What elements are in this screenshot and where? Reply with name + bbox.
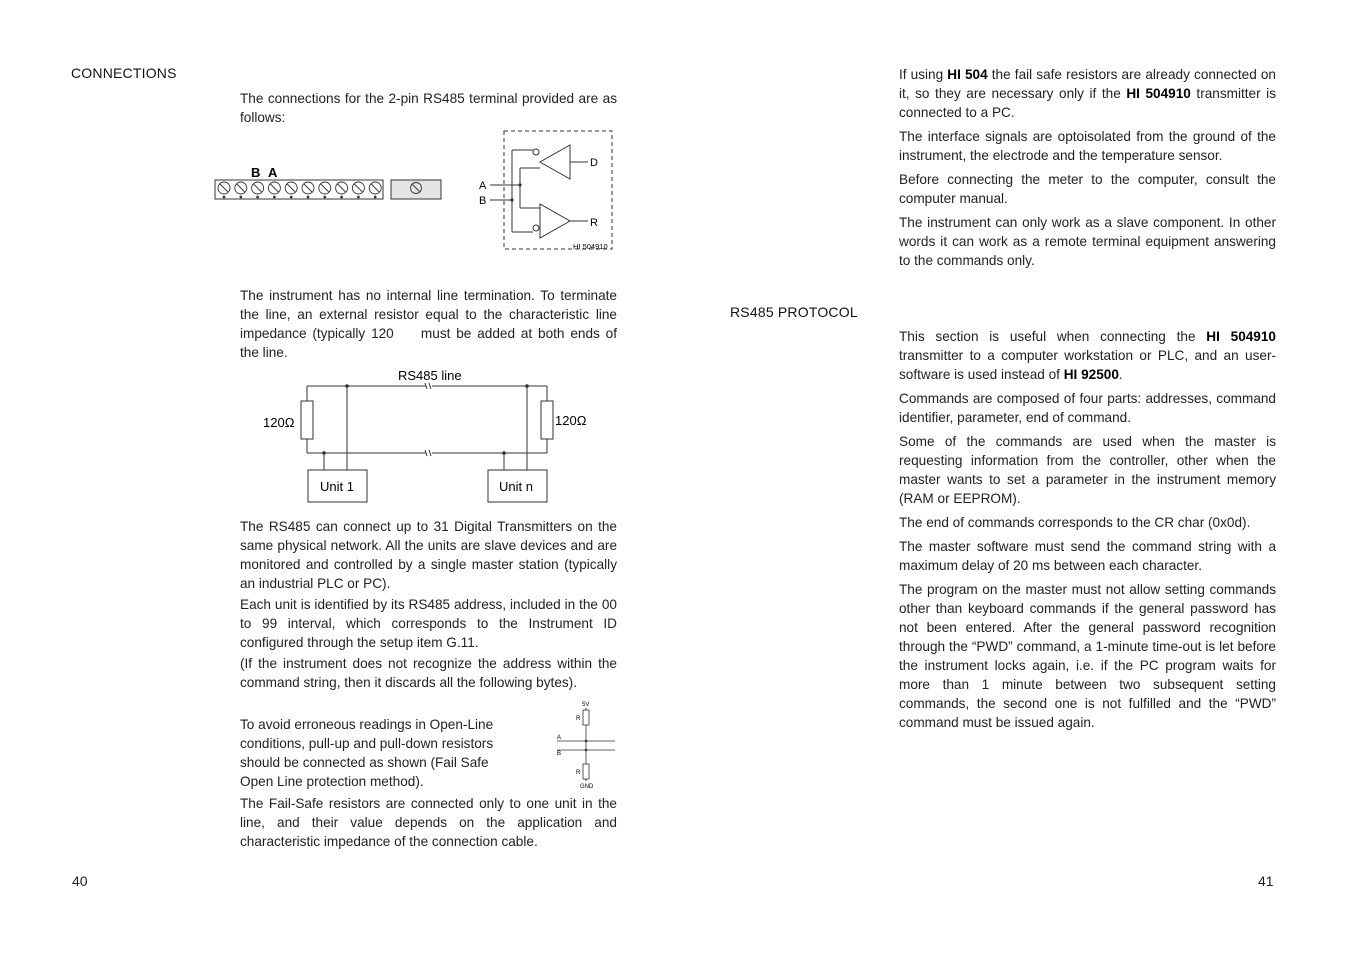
right-p9: The master software must send the command string with a maximum delay of 20 ms between each character.: [899, 539, 1276, 573]
right-p3: Before connecting the meter to the computer, consult the computer manual.: [899, 172, 1276, 206]
failsafe-note: [240, 794, 617, 856]
terminal-pin-dot: [223, 196, 225, 198]
protocol-paragraphs: [899, 327, 1276, 737]
rs485-line-diagram: [260, 366, 600, 506]
model-tag: HI 504910: [573, 242, 608, 251]
b-line-label: B: [557, 751, 562, 757]
page-number-right: 41: [1258, 873, 1274, 889]
unit-n-label: Unit n: [499, 479, 533, 494]
terminal-pin-dot: [274, 196, 276, 198]
unit-1-label: Unit 1: [320, 479, 354, 494]
failsafe-intro: [240, 715, 498, 796]
right-p10: The program on the master must not allow setting commands other than keyboard commands if the general password has not been entered. After the general password recognition through the “PWD” command, a 1-minute time-out is let before the instrument locks again, i.e. if the PC program waits for more than 1 minute between two subsequent setting commands, the second one is not fulfilled and the “PWD” command must be issued again.: [899, 582, 1276, 730]
driver-label: D: [590, 157, 598, 169]
terminal-pin-dot: [307, 196, 309, 198]
terminal-screw-slot: [254, 184, 262, 192]
terminal-screw-slot: [237, 184, 245, 192]
receiver-label: R: [590, 217, 598, 229]
termination-paragraph: [240, 286, 617, 367]
intro-text: The connections for the 2-pin RS485 terminal provided are as follows:: [240, 91, 617, 125]
connections-heading: CONNECTIONS: [71, 65, 177, 81]
failsafe-intro-text: To avoid erroneous readings in Open-Line conditions, pull-up and pull-down resistors should be connected as shown (Fail Safe Open Line protection method).: [240, 717, 494, 789]
v5-label: 5V: [582, 702, 590, 708]
line-title: RS485 line: [398, 368, 462, 383]
transceiver-diagram: [476, 128, 616, 254]
resistor-left-label: 120Ω: [263, 415, 295, 430]
terminal-screw-slot: [321, 184, 329, 192]
failsafe-note-text: The Fail-Safe resistors are connected only to one unit in the line, and their value depends on the application and characteristic impedance of the connection cable.: [240, 796, 617, 849]
terminal-pin-dot: [374, 196, 376, 198]
right-p5: This section is useful when connecting the HI 504910 transmitter to a computer workstation or PLC, and an user-software is used instead of HI 92500.: [899, 329, 1276, 382]
terminal-pin-dot: [290, 196, 292, 198]
resistor-right-label: 120Ω: [555, 413, 587, 428]
terminal-pin-dot: [257, 196, 259, 198]
terminal-pin-dot: [324, 196, 326, 198]
gnd-label: GND: [580, 784, 594, 790]
terminal-screw-slot: [338, 184, 346, 192]
terminal-block-diagram: [210, 160, 450, 208]
failsafe-diagram: [552, 698, 618, 792]
pin-a-label: A: [479, 180, 487, 192]
connections-intro: [240, 89, 617, 132]
right-p6: Commands are composed of four parts: addresses, command identifier, parameter, end of command.: [899, 391, 1276, 425]
right-p2: The interface signals are optoisolated from the ground of the instrument, the electrode and the temperature sensor.: [899, 129, 1276, 163]
terminal-label-b: B: [251, 165, 261, 180]
terminal-screw-slot: [270, 184, 278, 192]
terminal-pin-dot: [240, 196, 242, 198]
r-top-label: R: [576, 716, 581, 722]
network-p3: (If the instrument does not recognize the address within the command string, then it discards all the following bytes).: [240, 656, 617, 690]
page-number-left: 40: [72, 873, 88, 889]
network-p1: The RS485 can connect up to 31 Digital Transmitters on the same physical network. All the units are slave devices and are monitored and controlled by a single master station (typically an industrial PLC or PC).: [240, 519, 617, 591]
network-paragraphs: [240, 517, 617, 694]
right-intro-paragraphs: [899, 65, 1276, 275]
a-line-label: A: [557, 735, 562, 741]
terminal-screw-slot: [304, 184, 312, 192]
terminal-screw-slot: [287, 184, 295, 192]
right-p7: Some of the commands are used when the master is requesting information from the controller, other when the master wants to set a parameter in the instrument memory (RAM or EEPROM).: [899, 434, 1276, 506]
right-p4: The instrument can only work as a slave component. In other words it can work as a remote terminal equipment answering to the commands only.: [899, 215, 1276, 268]
terminal-screw-slot: [354, 184, 362, 192]
terminal-screw-slot: [371, 184, 379, 192]
network-p2: Each unit is identified by its RS485 address, included in the 00 to 99 interval, which corresponds to the Instrument ID configured through the setup item G.11.: [240, 597, 617, 650]
terminal-pin-dot: [341, 196, 343, 198]
termination-text: The instrument has no internal line termination. To terminate the line, an external resistor equal to the characteristic line impedance (typically 120 must be added at both ends of the line.: [240, 288, 617, 360]
right-p1: If using HI 504 the fail safe resistors are already connected on it, so they are necessary only if the HI 504910 transmitter is connected to a PC.: [899, 67, 1277, 120]
terminal-pin-dot: [358, 196, 360, 198]
terminal-label-a: A: [268, 165, 278, 180]
rs485-protocol-heading: RS485 PROTOCOL: [730, 304, 858, 320]
right-p8: The end of commands corresponds to the CR char (0x0d).: [899, 515, 1251, 530]
pin-b-label: B: [479, 195, 487, 207]
terminal-screw-slot: [220, 184, 228, 192]
r-bottom-label: R: [576, 770, 581, 776]
